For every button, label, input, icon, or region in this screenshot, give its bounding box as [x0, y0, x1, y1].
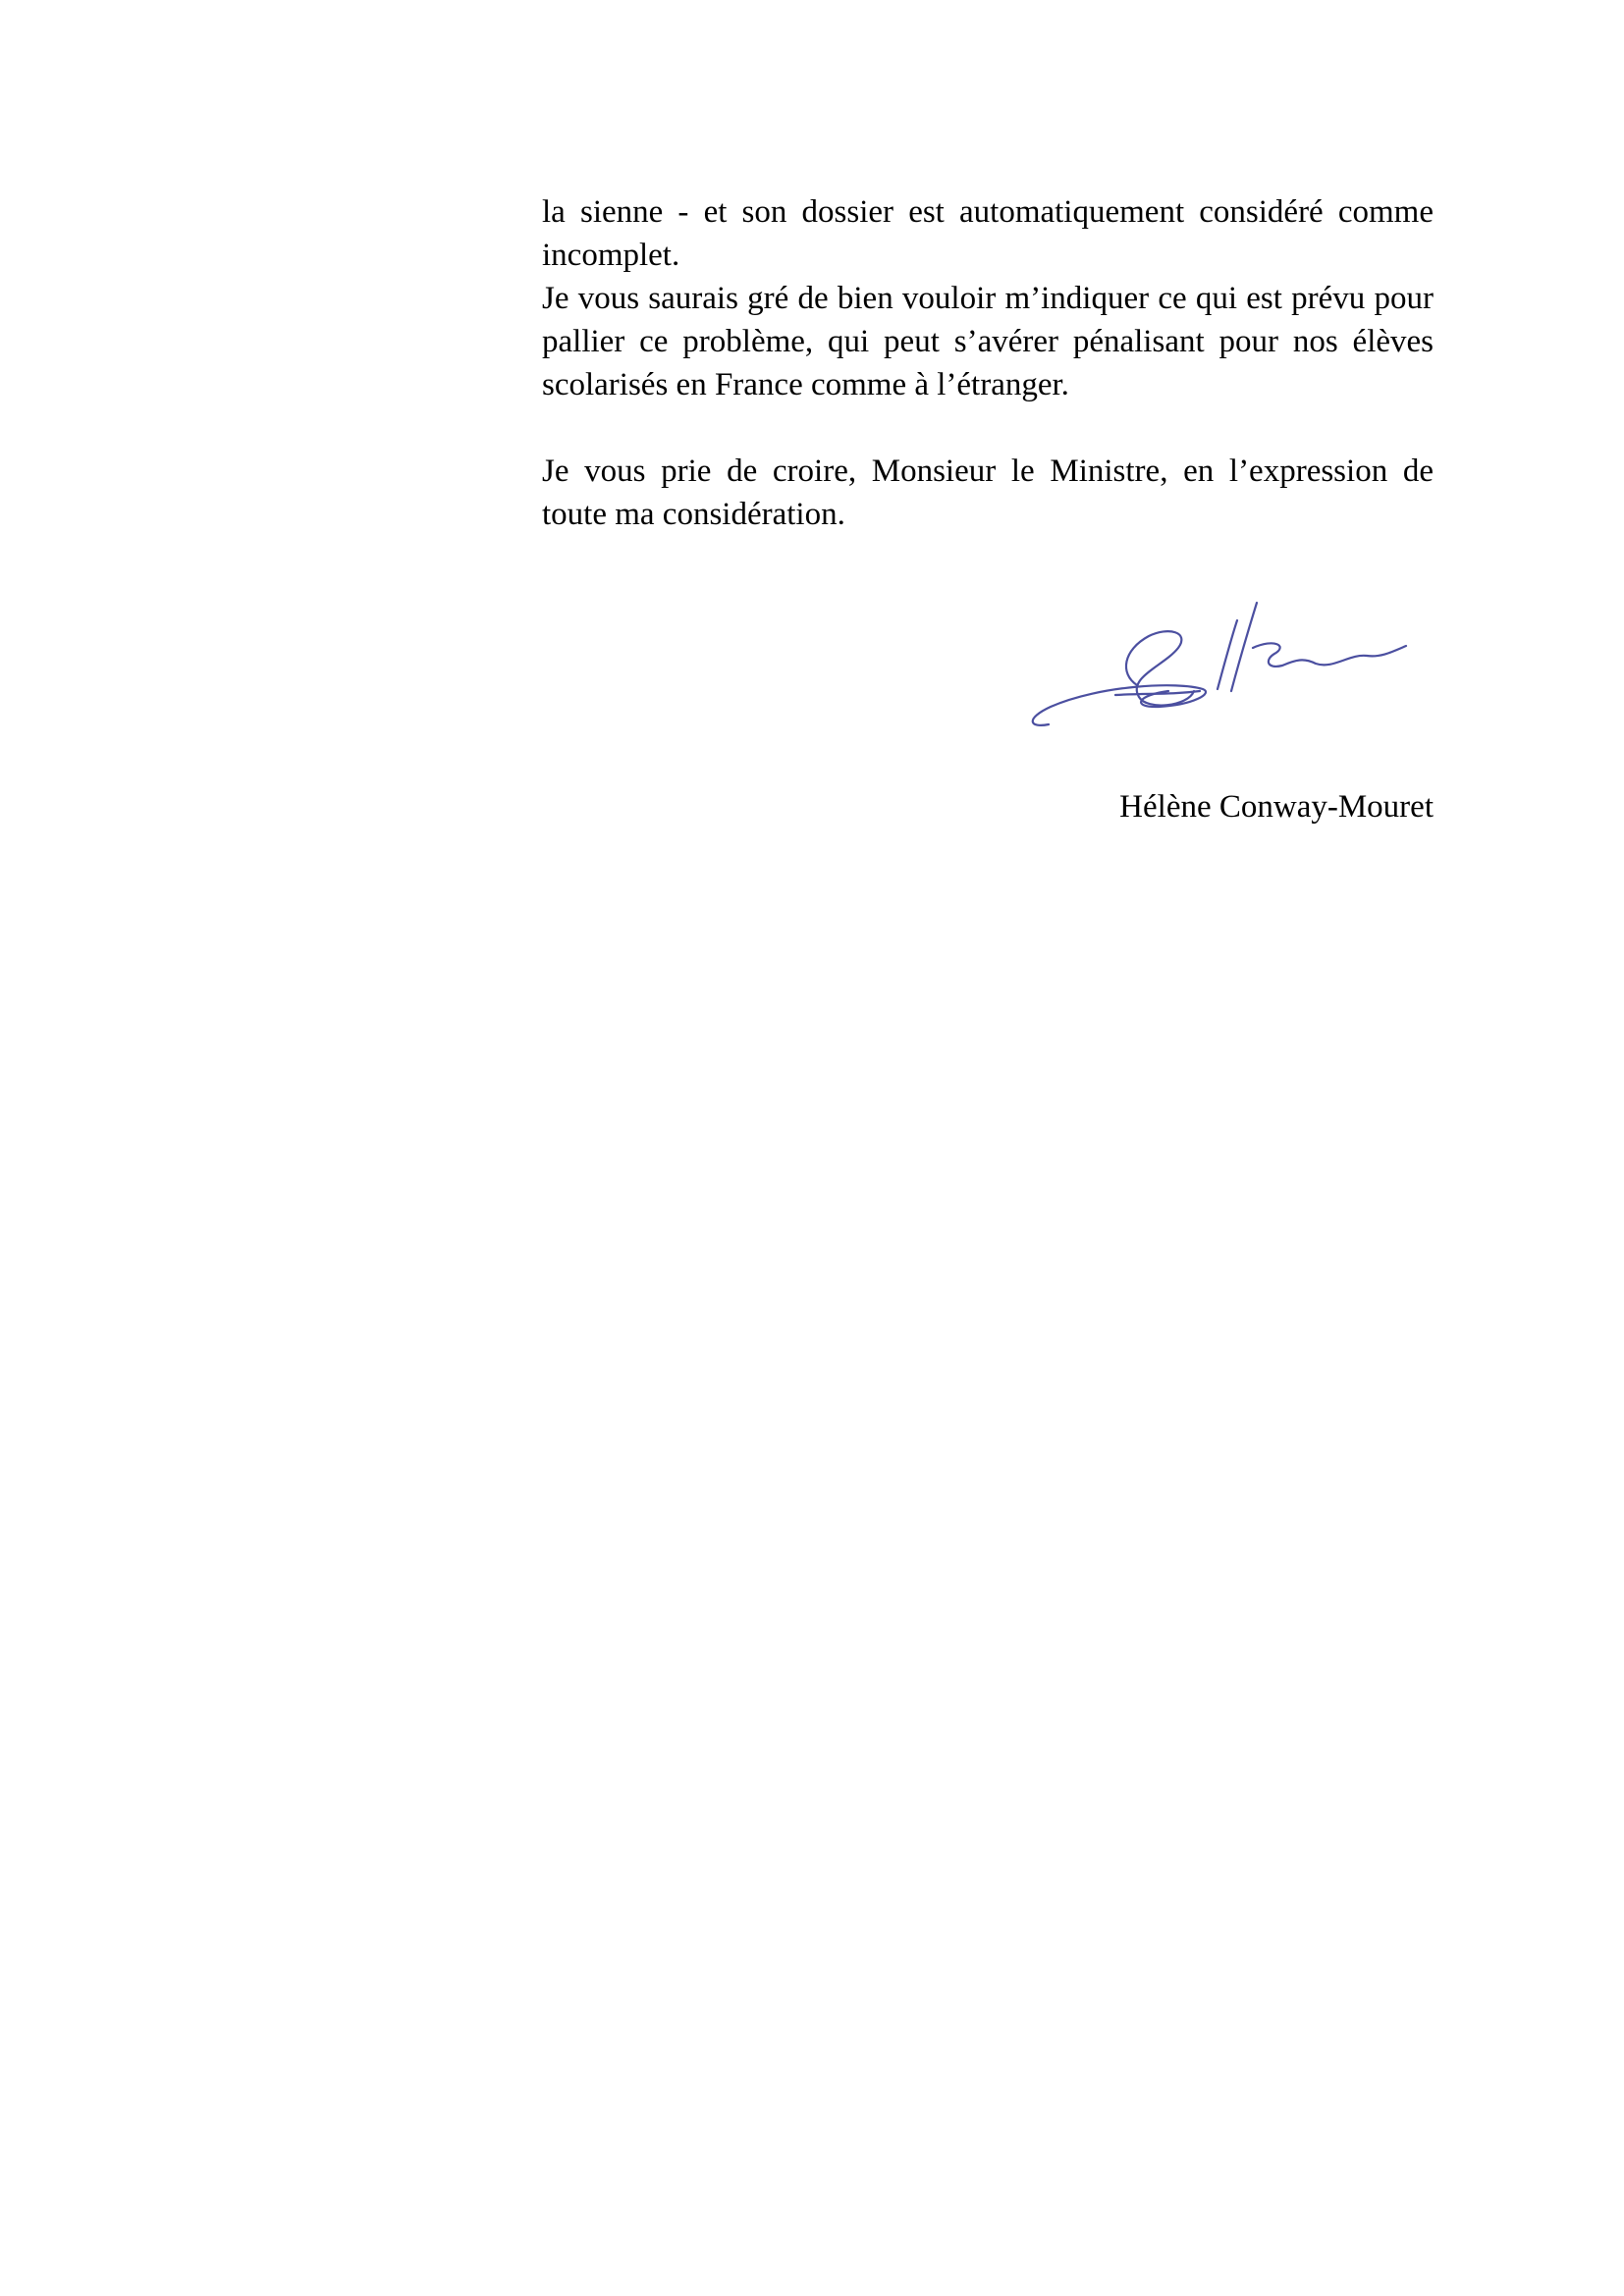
signatory-name: Hélène Conway-Mouret	[1119, 789, 1434, 825]
paragraph-continuation: la sienne - et son dossier est automatiquement considéré comme incomplet.	[542, 194, 1434, 273]
paragraph-request: Je vous saurais gré de bien vouloir m’indiquer ce qui est prévu pour pallier ce problème, qui peut s’avérer pénalisant pour nos élèves scolarisés en France comme à l’étranger.	[542, 281, 1434, 402]
signature-flourish	[1253, 643, 1406, 667]
letter-body	[542, 190, 1434, 536]
paragraph-closing: Je vous prie de croire, Monsieur le Ministre, en l’expression de toute ma considération.	[542, 454, 1434, 532]
signature-underline	[1115, 691, 1200, 695]
signature-main-loop	[1033, 685, 1206, 725]
handwritten-signature	[1021, 589, 1434, 736]
